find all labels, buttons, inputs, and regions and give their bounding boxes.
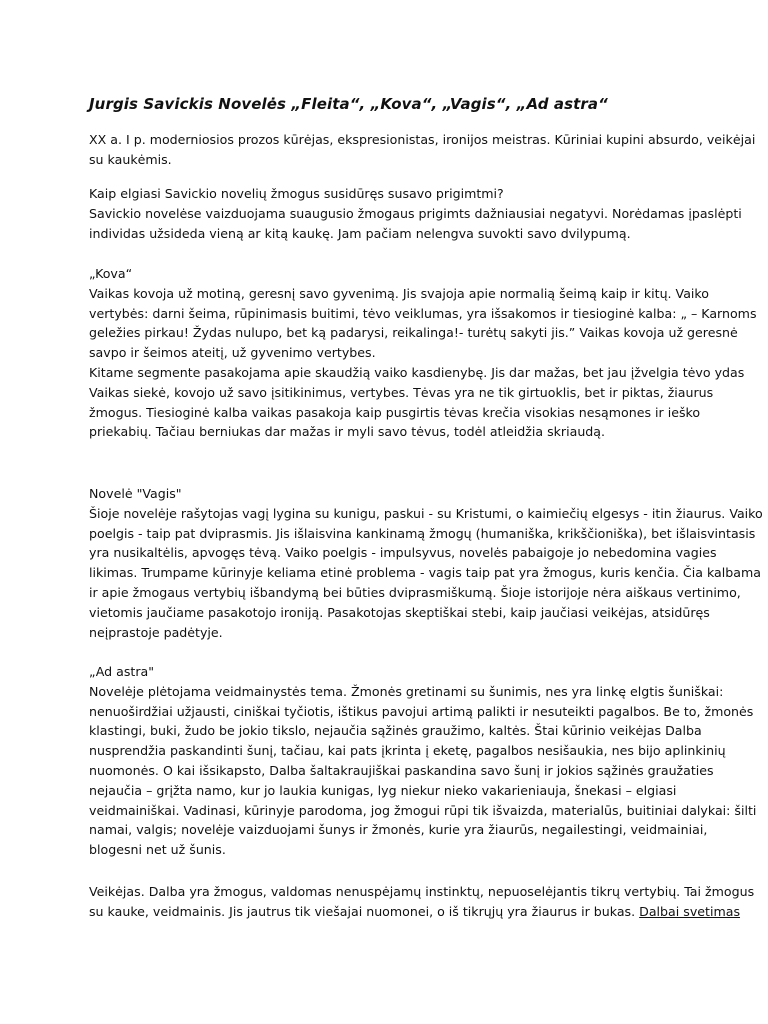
kova-section: [89, 264, 757, 442]
kova-line: savpo ir šeimos ateitį, už gyvenimo vertybes.: [89, 345, 376, 361]
vagis-line: likimas. Trumpame kūrinyje keliama etinė problema - vagis taip pat yra žmogus, kuris kenčia. Čia kalbama: [89, 565, 761, 581]
question-paragraph: [89, 184, 742, 243]
ad-astra-line: blogesni net už šunis.: [89, 842, 226, 858]
ad-astra-line: klastingi, buki, žudo be jokio tikslo, nejaučia sąžinės graužimo, kaltės. Štai kūrinio veikėjas Dalba: [89, 723, 702, 739]
question-heading: Kaip elgiasi Savickio novelių žmogus susidūręs susavo prigimtmi?: [89, 186, 504, 201]
ad-astra-line: nejaučia – grįžta namo, kur jo laukia kunigas, lyg niekur nieko vakarieniauja, šnekasi – elgiasi: [89, 782, 677, 798]
intro-paragraph: [89, 130, 756, 170]
veikejas-line-text: su kauke, veidmainis. Jis jautrus tik viešajai nuomonei, o iš tikrųjų yra žiaurus ir bukas.: [89, 903, 636, 919]
dalbai-svetimas-link[interactable]: Dalbai svetimas: [639, 903, 741, 919]
veikejas-line: [89, 902, 741, 922]
vagis-heading: Novelė "Vagis": [89, 486, 182, 501]
question-line: Savickio novelėse vaizduojama suaugusio žmogaus prigimts dažniausiai negatyvi. Norėdamas įpaslėpti: [89, 205, 742, 221]
kova-line: priekabių. Tačiau berniukas dar mažas ir myli savo tėvus, todėl atleidžia skriaudą.: [89, 424, 606, 440]
ad-astra-heading: „Ad astra": [89, 664, 155, 679]
vagis-line: ir apie žmogaus vertybių išbandymą bei būties dviprasmiškumą. Šioje istorijoje nėra aiškaus vertinimo,: [89, 584, 741, 600]
kova-line: Vaikas siekė, kovojo už savo įsitikinimus, vertybes. Tėvas yra ne tik girtuoklis, bet ir piktas, žiaurus: [89, 384, 714, 400]
veikejas-section: [89, 882, 755, 922]
kova-line: geležies pirkau! Žydas nulupo, bet ką padarysi, reikalinga!- turėtų sakyti jis.” Vaikas kovoja už geresnė: [89, 325, 738, 341]
vagis-section: [89, 484, 763, 642]
intro-line: XX a. I p. moderniosios prozos kūrėjas, ekspresionistas, ironijos meistras. Kūriniai kupini absurdo, veikėjai: [89, 132, 756, 147]
ad-astra-line: Novelėje plėtojama veidmainystės tema. Žmonės gretinami su šunimis, nes yra linkę elgtis šuniškai:: [89, 683, 724, 699]
ad-astra-line: veidmainiškai. Vadinasi, kūrinyje parodoma, jog žmogui rūpi tik išvaizda, materialūs, buitiniai dalykai: šilti: [89, 802, 757, 818]
kova-line: Vaikas kovoja už motiną, geresnį savo gyvenimą. Jis svajoja apie normalią šeimą kaip ir kitų. Vaiko: [89, 285, 709, 301]
kova-line: Kitame segmente pasakojama apie skaudžią vaiko kasdienybę. Jis dar mažas, bet jau įžvelgia tėvo ydas: [89, 364, 745, 380]
question-line: individas užsideda vieną ar kitą kaukę. Jam pačiam nelengva suvokti savo dvilypumą.: [89, 225, 631, 241]
kova-line: vertybės: darni šeima, rūpinimasis buitimi, tėvo veiklumas, yra išsakomos ir tiesioginė kalba: „ – Karnoms: [89, 305, 757, 321]
ad-astra-line: nusprendžia paskandinti šunį, tačiau, kai pats įkrinta į eketę, pagalbos nesišaukia, nes bijo aplinkinių: [89, 743, 726, 759]
vagis-line: poelgis - taip pat dviprasmis. Jis išlaisvina kankinamą žmogų (humaniška, krikščioniška), bet išlaisvintasis: [89, 525, 756, 541]
ad-astra-line: nuomonės. O kai išsikapsto, Dalba šaltakraujiškai paskandina savo šunį ir jokios sąžinės graužaties: [89, 762, 714, 778]
veikejas-line: Veikėjas. Dalba yra žmogus, valdomas nenuspėjamų instinktų, nepuoselėjantis tikrų vertybių. Tai žmogus: [89, 884, 755, 899]
vagis-line: neįprastoje padėtyje.: [89, 624, 223, 640]
intro-line: su kaukėmis.: [89, 151, 172, 167]
kova-heading: „Kova“: [89, 266, 133, 281]
kova-line: žmogus. Tiesioginė kalba vaikas pasakoja kaip pusgirtis tėvas krečia visokias nesąmones ir ieško: [89, 404, 701, 420]
vagis-line: yra nusikaltėlis, apvogęs tėvą. Vaiko poelgis - impulsyvus, novelės pabaigoje jo nebedomina vagies: [89, 545, 717, 561]
vagis-line: Šioje novelėje rašytojas vagį lygina su kunigu, paskui - su Kristumi, o kaimiečių elgesys - itin žiaurus. Vaiko: [89, 505, 763, 521]
ad-astra-line: nenuoširdžiai užjausti, ciniškai tyčiotis, ištikus pavojui artimą palikti ir nesuteikti pagalbos. Be to, žmonės: [89, 703, 754, 719]
ad-astra-line: namai, valgis; novelėje vaizduojami šunys ir žmonės, kurie yra žiaurūs, negailestingi, veidmainiai,: [89, 822, 708, 838]
ad-astra-section: [89, 662, 757, 860]
vagis-line: vietomis jaučiame pasakotojo ironiją. Pasakotojas skeptiškai stebi, kaip jaučiasi veikėjas, atsidūręs: [89, 604, 710, 620]
document-title: Jurgis Savickis Novelės „Fleita“, „Kova“, „Vagis“, „Ad astra“: [89, 95, 608, 113]
